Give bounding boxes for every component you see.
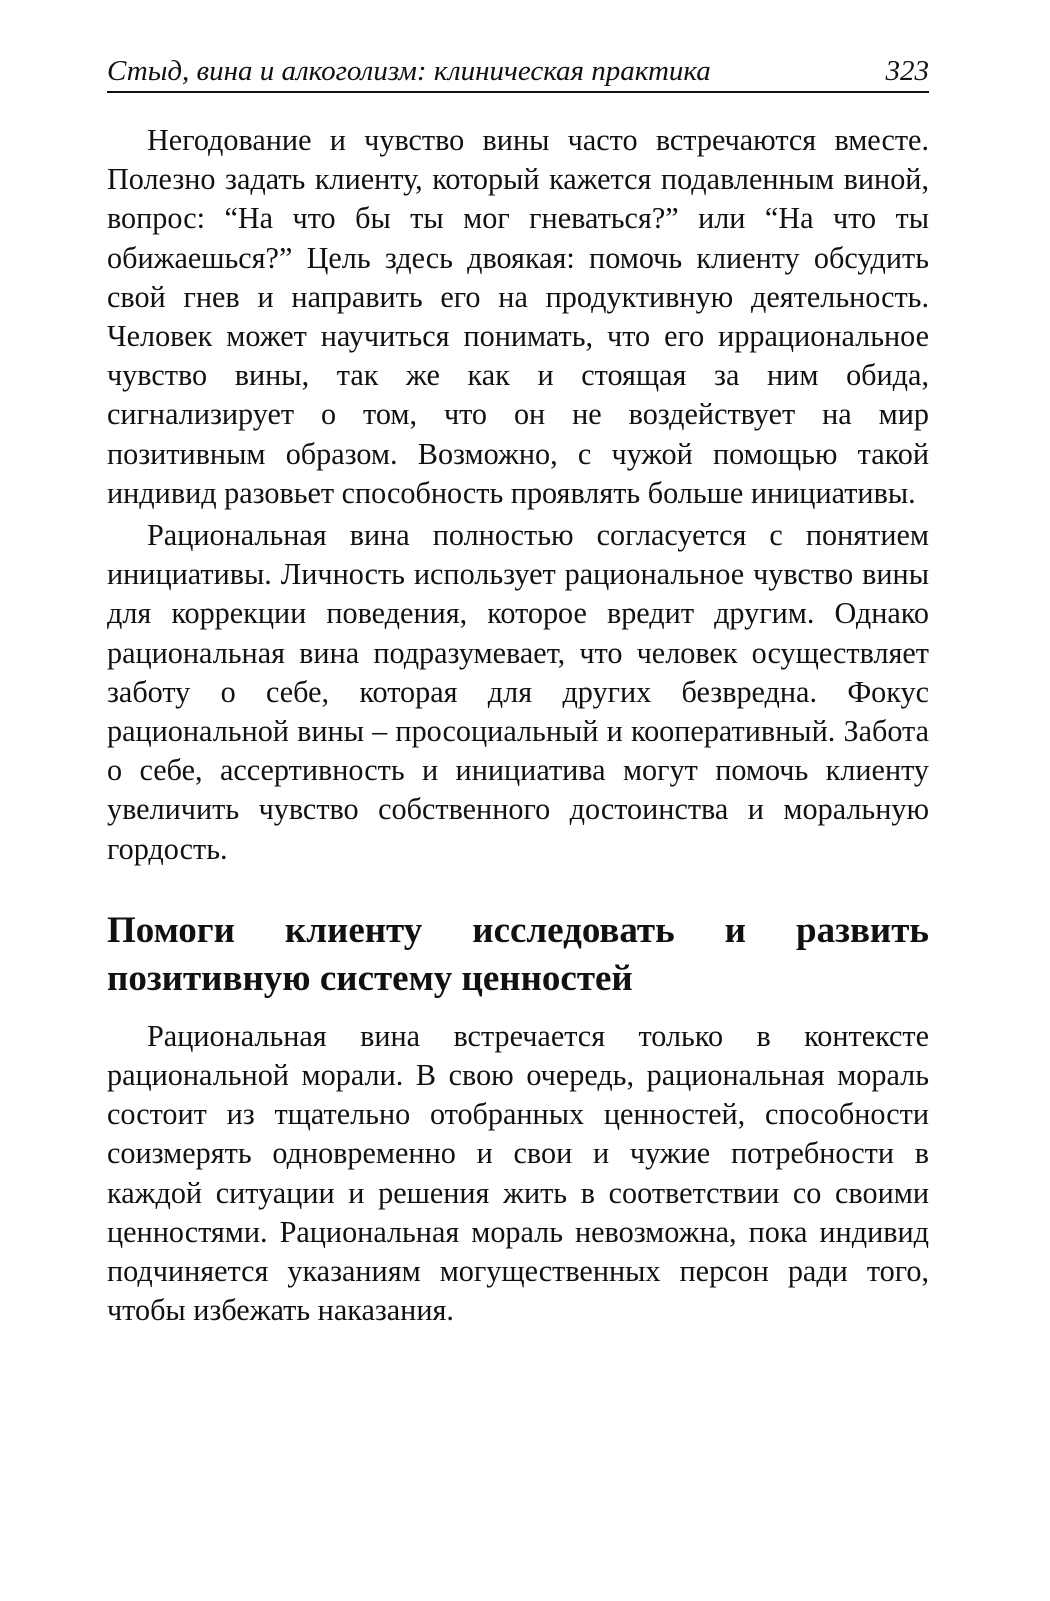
running-head-title: Стыд, вина и алкоголизм: клиническая практика: [107, 55, 711, 87]
paragraph-1: Негодование и чувство вины часто встречаются вместе. Полезно задать клиенту, который кажется подавленным виной, вопрос: “На что бы ты мог гневаться?” или “На что ты обижаешься?” Цель здесь двоякая: помочь клиенту обсудить свой гнев и направить его на продуктивную деятельность. Человек может научиться понимать, что его иррациональное чувство вины, так же как и стоящая за ним обида, сигнализирует о том, что он не воздействует на мир позитивным образом. Возможно, с чужой помощью такой индивид разовьет способность проявлять больше инициативы.: [107, 123, 929, 510]
section-heading: Помоги клиенту исследовать и развить позитивную систему ценностей: [107, 909, 929, 999]
running-head: [107, 52, 929, 93]
paragraph-2: Рациональная вина полностью согласуется с понятием инициативы. Личность использует рациональное чувство вины для коррекции поведения, которое вредит другим. Однако рациональная вина подразумевает, что человек осуществляет заботу о себе, которая для других безвредна. Фокус рациональной вины – просоциальный и кооперативный. Забота о себе, ассертивность и инициатива могут помочь клиенту увеличить чувство собственного достоинства и моральную гордость.: [107, 518, 929, 866]
section-body: [107, 1017, 929, 1331]
page-number: 323: [885, 55, 929, 87]
body-text: [107, 121, 929, 869]
book-page: [107, 52, 929, 1330]
section-paragraph: Рациональная вина встречается только в контексте рациональной морали. В свою очередь, рациональная мораль состоит из тщательно отобранных ценностей, способности соизмерять одновременно и свои и чужие потребности в каждой ситуации и решения жить в соответствии со своими ценностями. Рациональная мораль невозможна, пока индивид подчиняется указаниям могущественных персон ради того, чтобы избежать наказания.: [107, 1018, 929, 1328]
